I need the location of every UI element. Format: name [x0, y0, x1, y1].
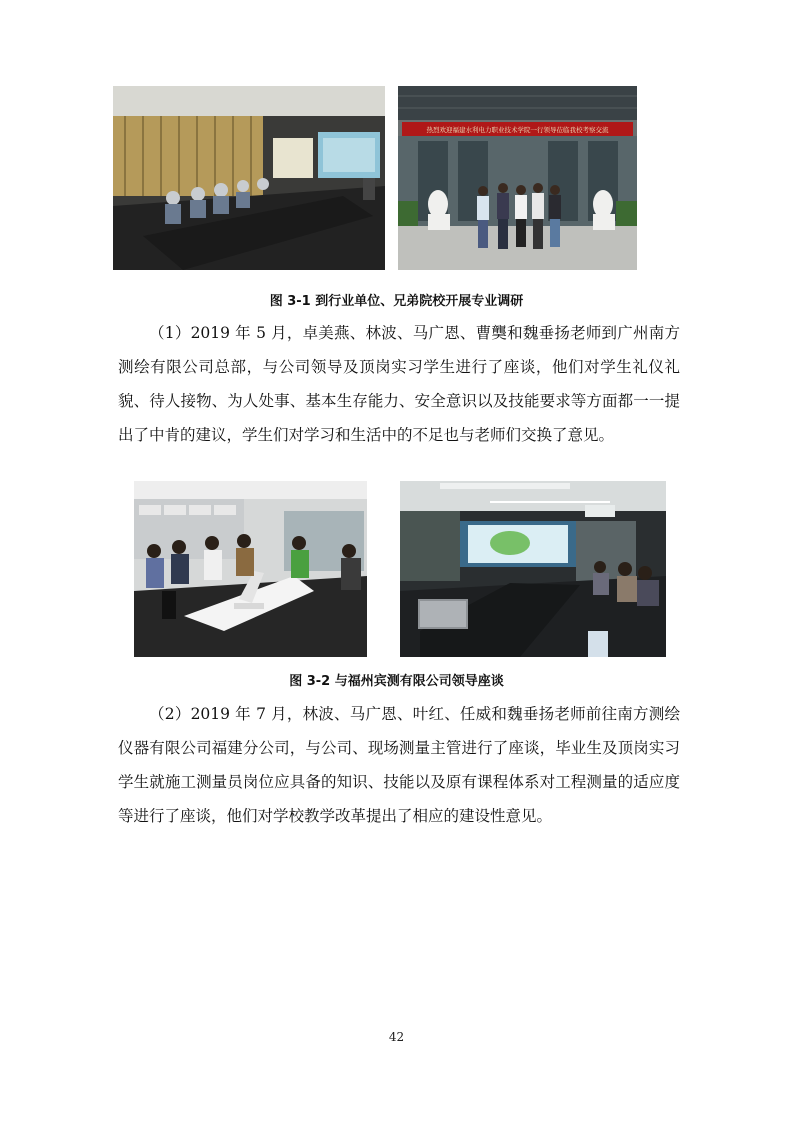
- figure1-photo-right: [398, 86, 637, 270]
- figure1-caption: 图 3-1 到行业单位、兄弟院校开展专业调研: [269, 294, 524, 309]
- page-number: 42: [388, 1030, 405, 1044]
- group-photo-image: [398, 86, 637, 270]
- paragraph-2: （2）2019 年 7 月，林波、马广恩、叶红、任威和魏垂扬老师前往南方测绘仪器有限公司福建分公司，与公司、现场测量主管进行了座谈，毕业生及顶岗实习学生就施工测量员岗位应具备的知识、技能以及原有课程体系对工程测量的适应度等进行了座谈，他们对学校教学改革提出了相应的建设性意见。: [118, 705, 680, 825]
- figure2-caption: 图 3-2 与福州宾测有限公司领导座谈: [289, 674, 504, 689]
- figure1-photo-left: [113, 86, 385, 270]
- figure2-photo-right: [400, 481, 666, 657]
- welcome-banner-text: 热烈欢迎福建水利电力职业技术学院一行领导莅临我校考察交流: [426, 126, 609, 134]
- projector-meeting-image: [400, 481, 666, 657]
- meeting-room-image: [113, 86, 385, 270]
- figure2-photo-left: [134, 481, 367, 657]
- drone-meeting-image: [134, 481, 367, 657]
- paragraph-1: （1）2019 年 5 月，卓美燕、林波、马广恩、曹龑和魏垂扬老师到广州南方测绘有限公司总部，与公司领导及顶岗实习学生进行了座谈，他们对学生礼仪礼貌、待人接物、为人处事、基本生存能力、安全意识以及技能要求等方面都一一提出了中肯的建议，学生们对学习和生活中的不足也与老师们交换了意见。: [118, 324, 680, 444]
